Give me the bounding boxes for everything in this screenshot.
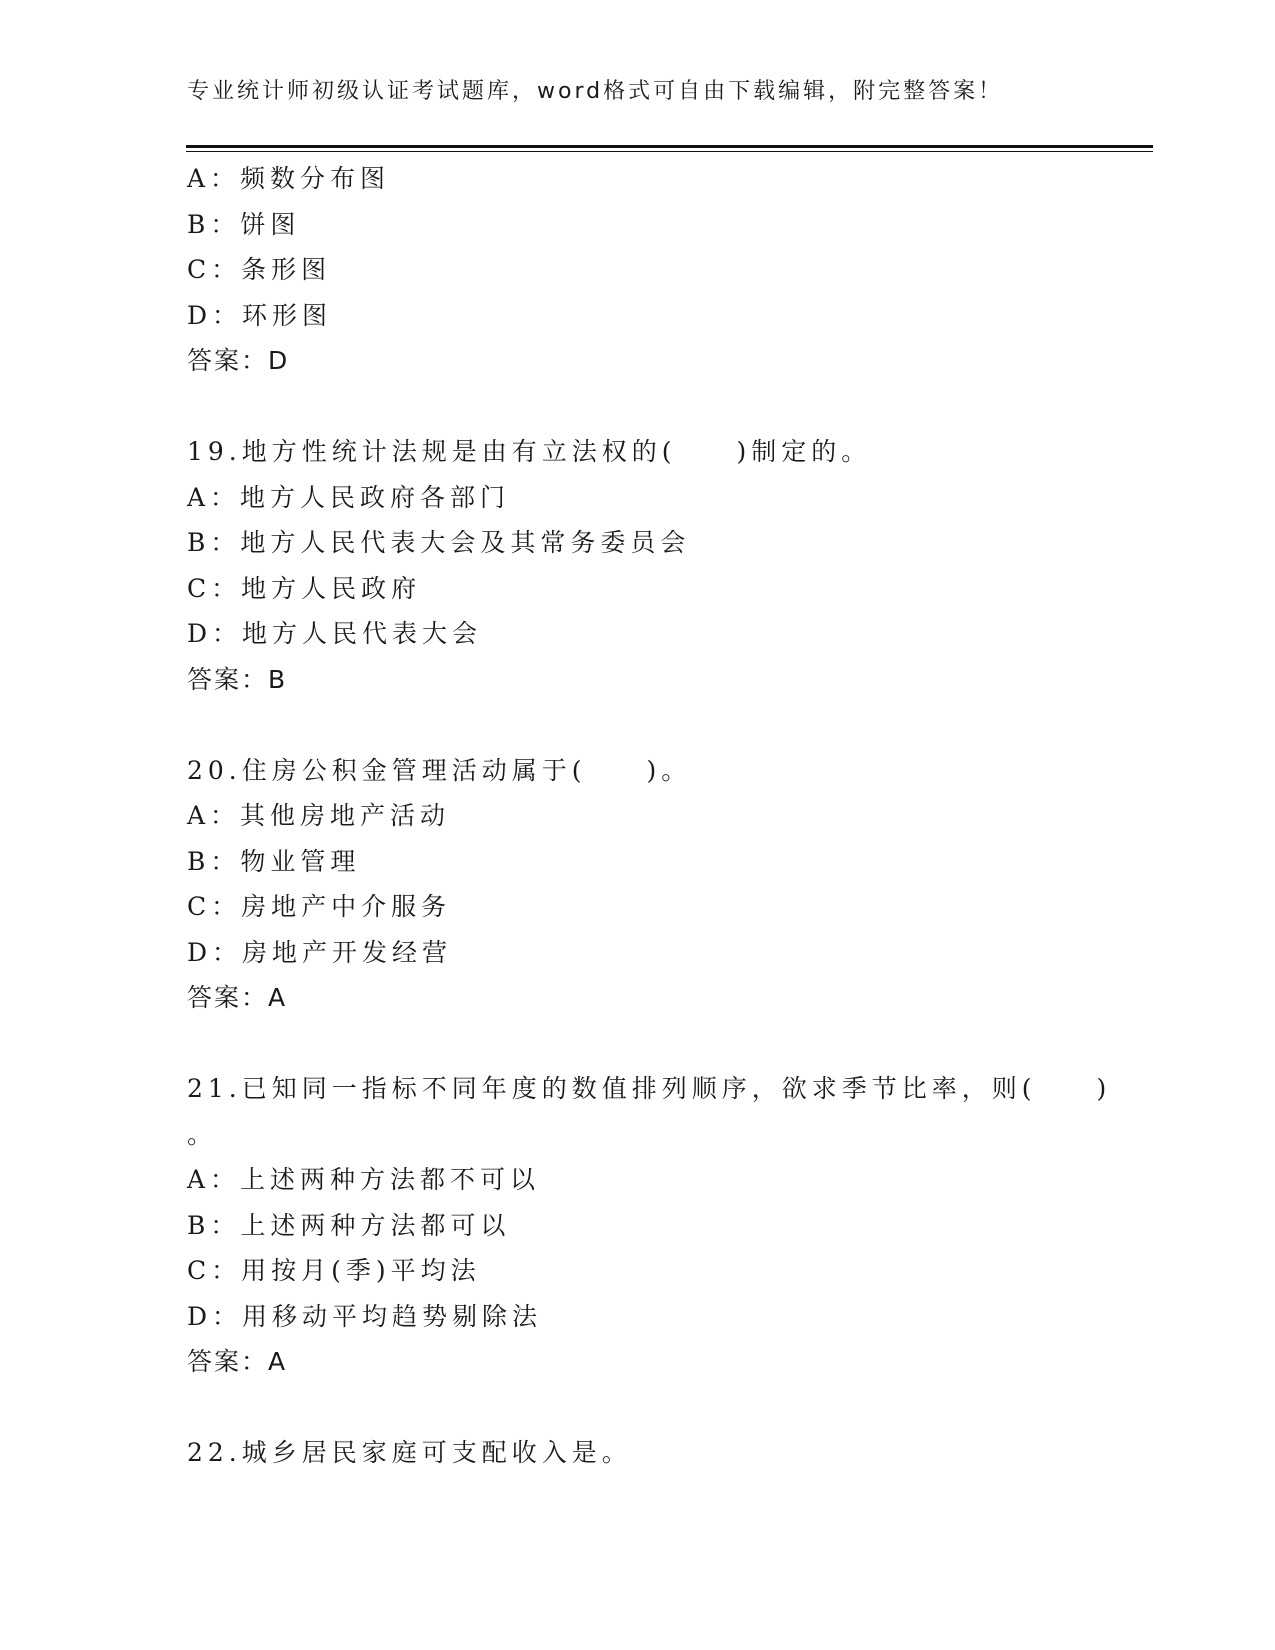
answer: 答案：B	[187, 664, 288, 694]
option-b: B：饼图	[187, 209, 301, 239]
option-c: C：用按月(季)平均法	[187, 1256, 481, 1285]
option-b: B：上述两种方法都可以	[187, 1210, 511, 1240]
question-stem: 21.已知同一指标不同年度的数值排列顺序，欲求季节比率，则( )	[187, 1074, 1112, 1103]
question-22	[187, 1430, 1127, 1476]
option-d: D：环形图	[187, 300, 333, 330]
question-20	[187, 748, 1127, 1021]
question-list	[187, 156, 1127, 1476]
answer: 答案：A	[187, 1347, 288, 1376]
question-21	[187, 1066, 1127, 1385]
question-stem: 22.城乡居民家庭可支配收入是。	[187, 1438, 632, 1467]
option-a: A：上述两种方法都不可以	[187, 1165, 541, 1194]
page-header: 专业统计师初级认证考试题库，word格式可自由下载编辑，附完整答案！	[187, 79, 1004, 104]
question-stem: 19.地方性统计法规是由有立法权的( )制定的。	[187, 437, 872, 466]
option-a: A：地方人民政府各部门	[187, 482, 511, 512]
option-d: D：用移动平均趋势剔除法	[187, 1301, 543, 1331]
answer: 答案：A	[187, 983, 288, 1012]
option-a: A：频数分布图	[187, 164, 391, 193]
question-18	[187, 156, 1127, 384]
option-a: A：其他房地产活动	[187, 801, 451, 830]
option-b: B：地方人民代表大会及其常务委员会	[187, 528, 691, 557]
header-rule-thin	[186, 151, 1153, 152]
answer: 答案：D	[187, 346, 290, 375]
option-d: D：房地产开发经营	[187, 937, 453, 967]
option-b: B：物业管理	[187, 846, 361, 876]
question-19	[187, 429, 1127, 702]
option-c: C：地方人民政府	[187, 573, 422, 603]
question-stem: 20.住房公积金管理活动属于( )。	[187, 755, 692, 785]
question-stem-continuation: 。	[187, 1119, 213, 1149]
option-d: D：地方人民代表大会	[187, 619, 483, 648]
option-c: C：房地产中介服务	[187, 892, 452, 921]
option-c: C：条形图	[187, 255, 332, 284]
header-rule-thick	[186, 145, 1153, 148]
